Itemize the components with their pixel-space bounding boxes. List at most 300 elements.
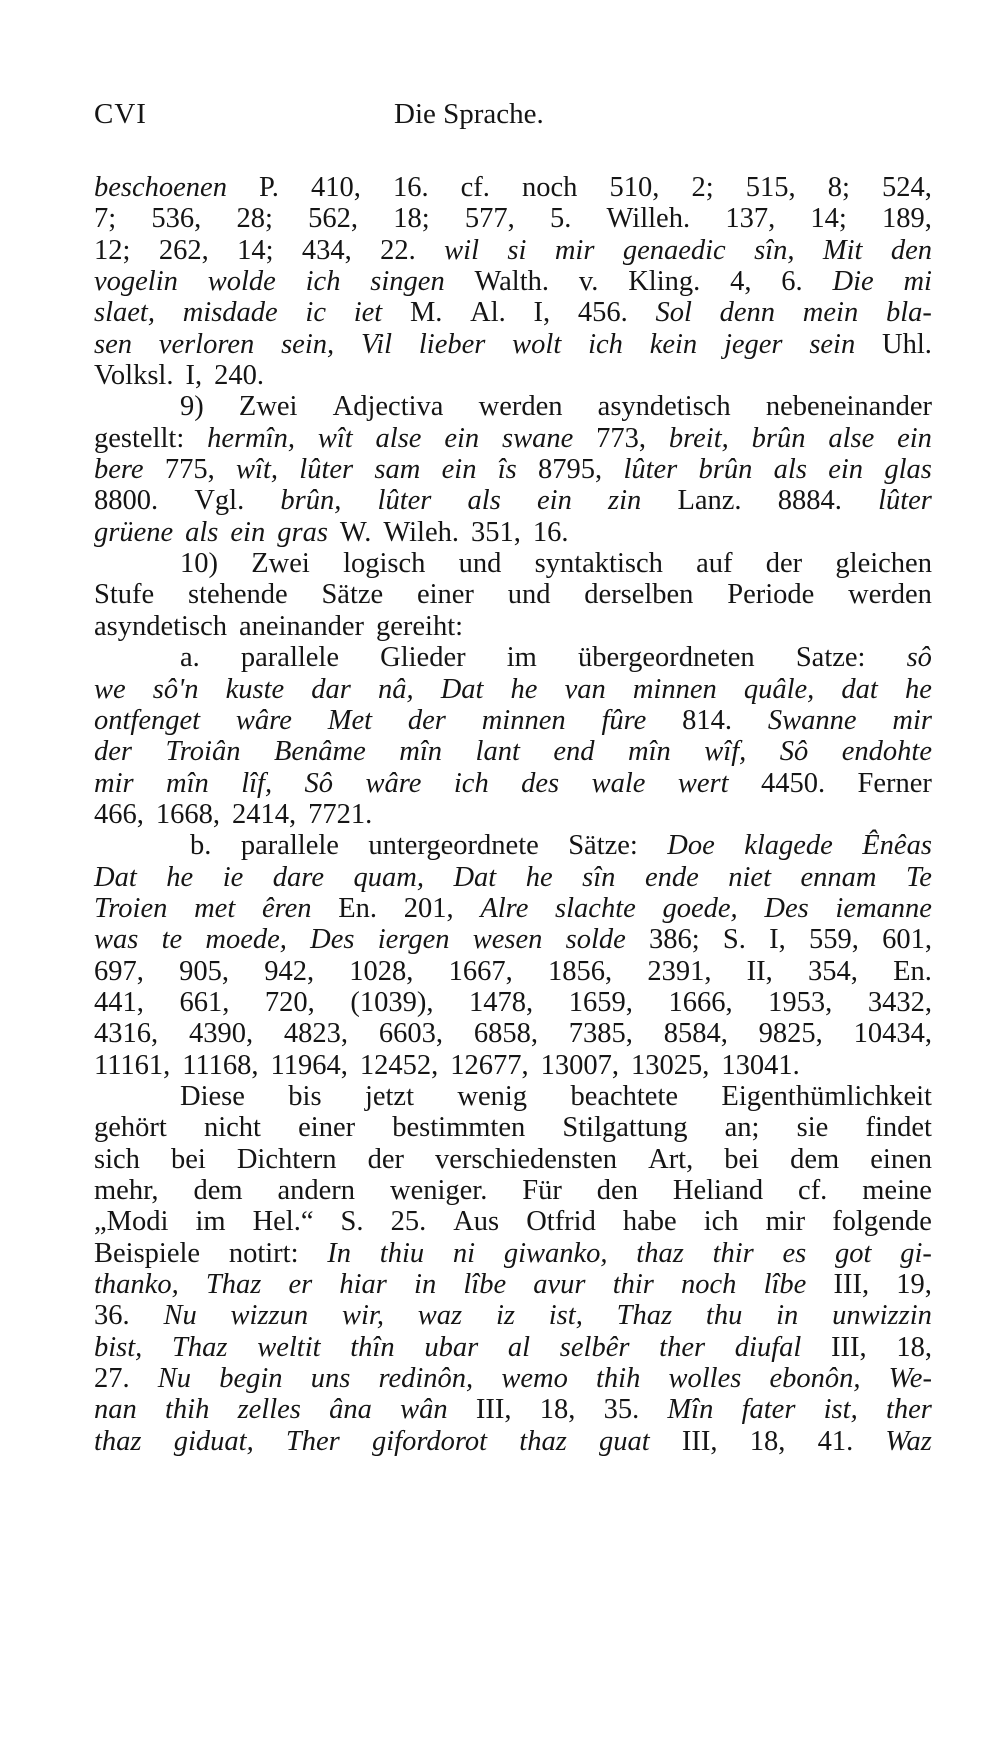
word: cf. <box>798 1175 828 1206</box>
italic-word: thir <box>612 1269 654 1301</box>
italic-word: quâle, <box>743 673 815 705</box>
word: En. <box>338 892 378 924</box>
word: 515, <box>745 172 796 203</box>
italic-word: In <box>327 1237 352 1269</box>
word: M. <box>409 297 443 329</box>
word: 6603, <box>378 1018 443 1050</box>
word: Walth. <box>474 266 550 298</box>
italic-word: lûter <box>878 485 932 517</box>
word: Dichtern <box>236 1143 337 1175</box>
italic-word: mir <box>94 767 134 799</box>
italic-word: te <box>161 924 183 956</box>
text-line <box>94 768 932 799</box>
word: S. <box>340 1206 364 1238</box>
word: und <box>507 579 551 611</box>
text-line <box>94 1426 932 1457</box>
word: P. <box>259 172 279 203</box>
italic-word: es <box>782 1237 807 1269</box>
word: stehende <box>187 579 288 611</box>
word: 18; <box>393 203 430 235</box>
italic-word: Sô <box>779 736 809 768</box>
text-line <box>94 642 932 673</box>
italic-word: hermîn, <box>207 422 295 454</box>
word: I, <box>769 924 786 956</box>
italic-word: zin <box>608 485 642 517</box>
word: Beispiele <box>94 1237 201 1269</box>
italic-word: giduat, <box>173 1425 254 1457</box>
italic-word: Met <box>327 704 373 736</box>
word: Wileh. <box>383 516 459 548</box>
text-line <box>94 1081 932 1112</box>
word: W. <box>339 516 372 548</box>
text-line <box>94 924 932 955</box>
italic-word: kein <box>649 328 698 360</box>
word: asyndetisch <box>94 610 227 642</box>
italic-word: brûn <box>698 454 753 486</box>
text-line <box>94 736 932 767</box>
text-line <box>94 203 932 234</box>
italic-word: sen <box>94 328 132 360</box>
italic-word: thu <box>705 1300 743 1332</box>
text-line <box>94 1018 932 1049</box>
italic-word: er <box>288 1269 313 1301</box>
italic-word: mîn <box>399 736 443 768</box>
text-line <box>94 1238 932 1269</box>
italic-word: lant <box>475 736 520 768</box>
italic-word: thir <box>712 1237 754 1269</box>
italic-word: guat <box>599 1425 650 1457</box>
word: 2391, <box>647 955 712 987</box>
word: 8; <box>827 172 850 203</box>
italic-word: thaz <box>519 1425 567 1457</box>
word: 14; <box>237 234 274 266</box>
italic-word: Des <box>310 924 355 956</box>
word: parallele <box>240 642 340 674</box>
italic-word: mein <box>802 297 859 329</box>
word: Sätze: <box>568 830 638 862</box>
text-line <box>94 1175 932 1206</box>
italic-word: des <box>521 767 560 799</box>
text-line <box>94 1050 932 1081</box>
text-line <box>94 1300 932 1331</box>
italic-word: Thaz <box>172 1331 228 1363</box>
word: gehört <box>94 1112 167 1144</box>
word: 8800. <box>94 485 159 517</box>
word: 28; <box>236 203 273 235</box>
word: beachtete <box>570 1080 679 1112</box>
text-line <box>94 705 932 736</box>
word: 1666, <box>668 986 733 1018</box>
italic-word: Dat <box>440 673 484 705</box>
word: nicht <box>203 1112 261 1144</box>
italic-word: noch <box>681 1269 737 1301</box>
text-line <box>94 987 932 1018</box>
word: 4390, <box>188 1018 254 1050</box>
italic-word: ontfenget <box>94 704 201 736</box>
word: Für <box>522 1175 562 1206</box>
word: 942, <box>264 955 315 987</box>
word: habe <box>622 1206 677 1238</box>
word: Eigenthümlichkeit <box>721 1080 932 1112</box>
text-line <box>94 674 932 705</box>
word: Art, <box>648 1143 694 1175</box>
word: 1028, <box>349 955 414 987</box>
word: 456. <box>577 297 628 329</box>
italic-word: sein <box>809 328 856 360</box>
italic-word: wemo <box>501 1363 568 1395</box>
italic-word: diufal <box>734 1331 802 1363</box>
word: Stufe <box>94 579 155 611</box>
text-line <box>94 1394 932 1425</box>
italic-word: selbêr <box>559 1331 630 1363</box>
italic-word: thaz <box>636 1237 684 1269</box>
word: Stilgattung <box>562 1112 688 1144</box>
word: sich <box>94 1143 140 1175</box>
word: 510, <box>609 172 660 203</box>
word: 1659, <box>568 986 633 1018</box>
italic-word: ein <box>897 422 932 454</box>
word: 577, <box>464 203 515 235</box>
word: 1667, <box>448 955 513 987</box>
italic-word: he <box>166 861 194 893</box>
word: Vgl. <box>194 485 245 517</box>
italic-word: lieber <box>418 328 486 360</box>
word: ich <box>703 1206 739 1238</box>
word: 36. <box>94 1300 130 1332</box>
text-line <box>94 799 932 830</box>
word: Hel.“ <box>252 1206 314 1238</box>
italic-word: Die <box>832 266 874 298</box>
italic-word: sô <box>906 642 932 674</box>
word: a. <box>180 642 200 674</box>
italic-word: ende <box>644 861 699 893</box>
word: Lanz. <box>677 485 742 517</box>
text-line <box>94 1269 932 1300</box>
italic-word: Ther <box>285 1425 340 1457</box>
word: 4450. <box>760 767 826 799</box>
word: „Modi <box>94 1206 169 1238</box>
italic-word: minnen <box>481 704 566 736</box>
italic-word: Thaz <box>616 1300 673 1332</box>
italic-word: ther <box>885 1394 932 1426</box>
word: und <box>458 548 502 580</box>
italic-word: wolde <box>207 266 276 298</box>
italic-word: avur <box>533 1269 586 1301</box>
italic-word: moede, <box>205 924 287 956</box>
word: 18, <box>539 1394 576 1426</box>
word: Sätze <box>321 579 384 611</box>
italic-word: glas <box>884 454 932 486</box>
word: 11168, <box>182 1049 259 1081</box>
italic-word: sein, <box>281 328 335 360</box>
italic-word: quam, <box>353 861 424 893</box>
italic-word: he <box>525 861 553 893</box>
word: 7721. <box>308 798 373 830</box>
word: 6858, <box>473 1018 538 1050</box>
text-line <box>94 611 932 642</box>
word: 3432, <box>867 986 932 1018</box>
word: 22. <box>380 234 416 266</box>
italic-word: den <box>890 234 932 266</box>
italic-word: ni <box>452 1237 476 1269</box>
italic-word: dat <box>841 673 878 705</box>
word: bei <box>724 1143 760 1175</box>
italic-word: ein <box>828 454 864 486</box>
italic-word: wert <box>677 767 729 799</box>
word: 27. <box>94 1363 130 1395</box>
word: 536, <box>151 203 202 235</box>
italic-word: solde <box>565 924 626 956</box>
word: En. <box>893 955 932 987</box>
word: 13025, <box>630 1049 710 1081</box>
word: werden <box>848 579 932 611</box>
word: 410, <box>310 172 361 203</box>
word: Zwei <box>238 391 298 423</box>
italic-word: slachte <box>555 892 636 924</box>
italic-word: wil <box>444 234 480 266</box>
word: logisch <box>343 548 426 580</box>
word: 14; <box>810 203 847 235</box>
italic-word: wesen <box>472 924 543 956</box>
italic-word: Mit <box>822 234 863 266</box>
italic-word: klagede <box>744 830 833 862</box>
word: auf <box>696 548 733 580</box>
italic-word: he <box>904 673 932 705</box>
word: 8584, <box>663 1018 728 1050</box>
word: v. <box>578 266 599 298</box>
italic-word: Nu <box>163 1300 197 1332</box>
word: derselben <box>584 579 694 611</box>
word: jetzt <box>364 1080 414 1112</box>
word: mir <box>765 1206 806 1238</box>
italic-word: bla- <box>885 297 932 329</box>
italic-word: Benâme <box>273 736 366 768</box>
italic-word: kuste <box>225 673 285 705</box>
italic-word: fûre <box>601 704 647 736</box>
italic-word: wît, <box>236 454 279 486</box>
word: 775, <box>164 454 215 486</box>
italic-word: mi <box>903 266 932 298</box>
italic-word: zelles <box>237 1394 301 1426</box>
italic-word: brûn, <box>280 485 342 517</box>
word: 18, <box>896 1331 932 1363</box>
italic-word: wîf, <box>704 736 747 768</box>
word: 905, <box>179 955 229 987</box>
word: gestellt: <box>94 422 185 454</box>
word: untergeordnete <box>368 830 539 862</box>
italic-word: Te <box>906 861 932 893</box>
word: 6. <box>781 266 803 298</box>
page-number: CVI <box>94 98 147 130</box>
italic-word: endohte <box>841 736 932 768</box>
italic-word: bist, <box>94 1331 143 1363</box>
word: 773, <box>596 422 646 454</box>
word: asyndetisch <box>597 391 731 423</box>
word: 262, <box>158 234 209 266</box>
word: Volksl. <box>94 360 174 392</box>
italic-word: Troiân <box>165 736 241 768</box>
word: 13007, <box>540 1049 619 1081</box>
italic-word: slaet, <box>94 297 155 329</box>
italic-word: bere <box>94 454 144 486</box>
word: 35. <box>603 1394 640 1426</box>
italic-word: sîn <box>582 861 616 893</box>
word: dem <box>193 1175 243 1206</box>
word: 25. <box>390 1206 427 1238</box>
italic-word: misdade <box>182 297 278 329</box>
word: andern <box>277 1175 356 1206</box>
word: weniger. <box>389 1175 488 1206</box>
italic-word: met <box>194 892 236 924</box>
italic-word: was <box>94 924 139 956</box>
italic-word: in <box>776 1300 799 1332</box>
word: aneinander <box>238 610 364 642</box>
word: 2414, <box>232 798 297 830</box>
word: 13041. <box>721 1049 800 1081</box>
word: bestimmten <box>392 1112 526 1144</box>
word: b. <box>190 830 212 862</box>
text-line <box>94 454 932 485</box>
text-line <box>94 1144 932 1175</box>
italic-word: sam <box>374 454 421 486</box>
italic-word: al <box>507 1331 531 1363</box>
italic-word: îs <box>497 454 517 486</box>
word: Kling. <box>628 266 701 298</box>
italic-word: fater <box>741 1394 796 1426</box>
italic-word: ebonôn, <box>769 1363 861 1395</box>
italic-word: lîbe <box>463 1269 507 1301</box>
italic-word: Sol <box>655 297 692 329</box>
word: nebeneinander <box>765 391 932 423</box>
italic-word: minnen <box>632 673 717 705</box>
word: III, <box>681 1425 718 1457</box>
body-text <box>94 172 932 1457</box>
italic-word: als <box>185 516 219 548</box>
italic-word: nan <box>94 1394 137 1426</box>
word: II, <box>746 955 773 987</box>
italic-word: wir, <box>341 1300 384 1332</box>
italic-word: beschoenen <box>94 172 227 203</box>
word: 10) <box>180 548 218 580</box>
word: Aus <box>453 1206 500 1238</box>
italic-word: thîn <box>350 1331 395 1363</box>
italic-word: Sô <box>304 767 334 799</box>
word: bei <box>170 1143 206 1175</box>
italic-word: goede, <box>662 892 738 924</box>
word: Heliand <box>672 1175 764 1206</box>
italic-word: lûter <box>377 485 432 517</box>
word: 5. <box>549 203 572 235</box>
word: 1668, <box>155 798 220 830</box>
word: 7; <box>94 203 117 235</box>
word: im <box>506 642 537 674</box>
italic-word: wâre <box>365 767 422 799</box>
text-line <box>94 1206 932 1237</box>
word: 524, <box>881 172 932 203</box>
word: gleichen <box>835 548 932 580</box>
word: 4316, <box>94 1018 159 1050</box>
word: 16. <box>532 516 569 548</box>
italic-word: thih <box>595 1363 641 1395</box>
word: 9) <box>180 391 204 423</box>
text-line <box>94 1332 932 1363</box>
word: 16. <box>392 172 429 203</box>
italic-word: âna <box>329 1394 372 1426</box>
word: 201, <box>403 892 454 924</box>
italic-word: Dat <box>453 861 497 893</box>
text-line <box>94 266 932 297</box>
italic-word: wâre <box>235 704 292 736</box>
italic-word: ich <box>305 266 341 298</box>
italic-word: wizzun <box>230 1300 309 1332</box>
italic-word: giwanko, <box>503 1237 608 1269</box>
word: 189, <box>882 203 932 235</box>
italic-word: ennam <box>800 861 877 893</box>
italic-word: dar <box>311 673 351 705</box>
word: Periode <box>727 579 815 611</box>
italic-word: mir <box>554 234 595 266</box>
text-line <box>94 1112 932 1143</box>
italic-word: iemanne <box>835 892 932 924</box>
italic-word: jeger <box>723 328 783 360</box>
word: verschiedensten <box>435 1143 618 1175</box>
italic-word: ein <box>444 422 480 454</box>
italic-word: wân <box>400 1394 448 1426</box>
italic-word: We- <box>888 1363 932 1395</box>
italic-word: mîn <box>628 736 671 768</box>
text-line <box>94 423 932 454</box>
text-line <box>94 329 932 360</box>
italic-word: Troien <box>94 892 168 924</box>
italic-word: redinôn, <box>378 1363 474 1395</box>
italic-word: denn <box>719 297 776 329</box>
word: 601, <box>882 924 932 956</box>
word: 19, <box>896 1269 932 1301</box>
text-line <box>94 548 932 579</box>
word: Otfrid <box>526 1206 596 1238</box>
italic-word: Vil <box>360 328 393 360</box>
word: 697, <box>94 955 144 987</box>
word: 1478, <box>469 986 534 1018</box>
text-line <box>94 172 932 203</box>
italic-word: breit, <box>668 422 729 454</box>
text-line <box>94 579 932 610</box>
italic-word: grüene <box>94 516 174 548</box>
word: Satze: <box>795 642 866 674</box>
word: III, <box>833 1269 870 1301</box>
text-line <box>94 830 932 861</box>
italic-word: alse <box>828 422 875 454</box>
word: Al. <box>470 297 506 329</box>
word: findet <box>865 1112 932 1144</box>
italic-word: si <box>507 234 527 266</box>
word: noch <box>522 172 578 203</box>
word: 434, <box>301 234 352 266</box>
word: Willeh. <box>606 203 691 235</box>
text-line <box>94 956 932 987</box>
word: 720, <box>264 986 315 1018</box>
italic-word: mîn <box>166 767 209 799</box>
italic-word: dare <box>272 861 324 893</box>
italic-word: waz <box>417 1300 463 1332</box>
italic-word: ein <box>441 454 477 486</box>
italic-word: Des <box>764 892 809 924</box>
word: an; <box>724 1112 760 1144</box>
word: 1856, <box>547 955 613 987</box>
word: cf. <box>460 172 490 203</box>
italic-word: wolles <box>668 1363 742 1395</box>
word: 240. <box>214 360 264 392</box>
